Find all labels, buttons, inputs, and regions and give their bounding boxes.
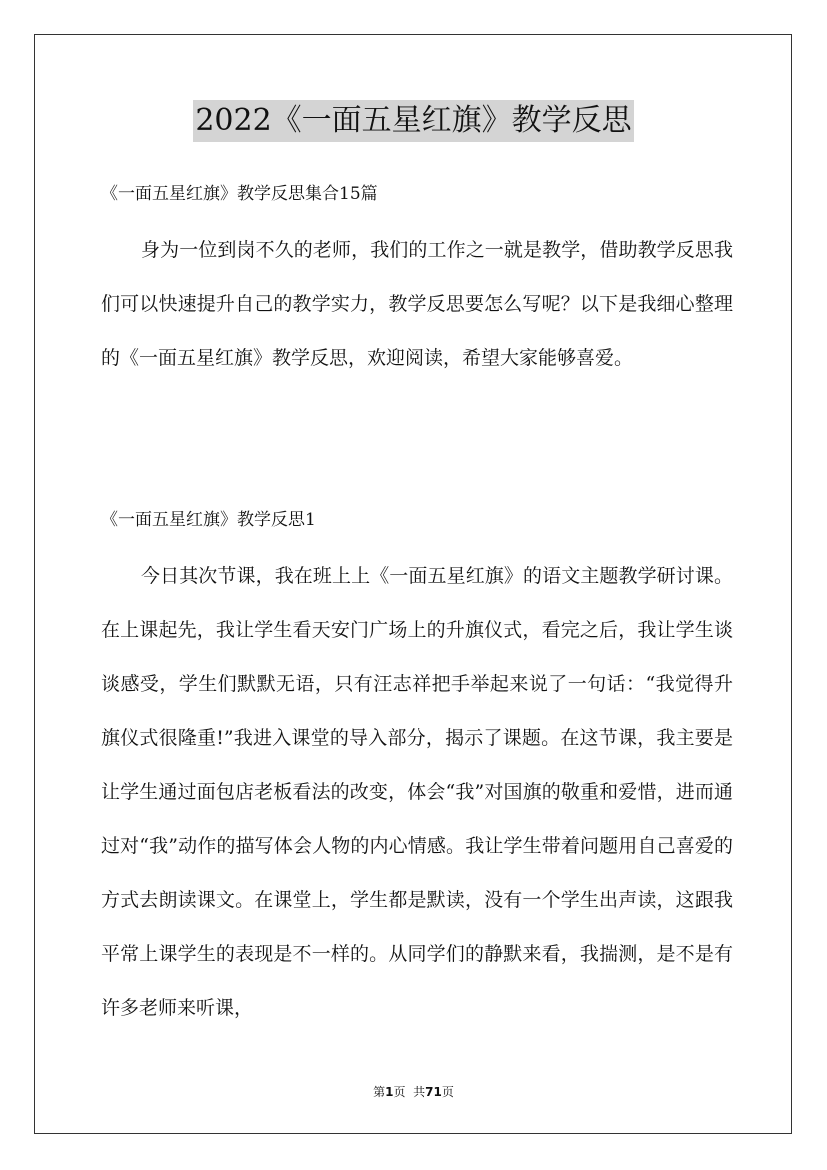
footer-page-suffix: 页 (393, 1085, 406, 1099)
document-title: 2022《一面五星红旗》教学反思 (193, 100, 633, 142)
section-heading: 《一面五星红旗》教学反思1 (101, 510, 316, 530)
section-paragraph: 今日其次节课，我在班上上《一面五星红旗》的语文主题教学研讨课。在上课起先，我让学生看天安门广场上的升旗仪式，看完之后，我让学生谈谈感受，学生们默默无语，只有汪志祥把手举起来说了一句话：“我觉得升旗仪式很隆重!”我进入课堂的导入部分，揭示了课题。在这节课，我主要是让学生通过面包店老板看法的改变，体会“我”对国旗的敬重和爱惜，进而通过对“我”动作的描写体会人物的内心情感。我让学生带着问题用自己喜爱的方式去朗读课文。在课堂上，学生都是默读，没有一个学生出声读，这跟我平常上课学生的表现是不一样的。从同学们的静默来看，我揣测，是不是有许多老师来听课， (101, 565, 733, 1019)
document-subtitle: 《一面五星红旗》教学反思集合15篇 (101, 184, 378, 204)
intro-paragraph: 身为一位到岗不久的老师，我们的工作之一就是教学，借助教学反思我们可以快速提升自己的教学实力，教学反思要怎么写呢？以下是我细心整理的《一面五星红旗》教学反思，欢迎阅读，希望大家能够喜爱。 (101, 239, 733, 369)
footer-page-prefix: 第 (373, 1085, 386, 1099)
footer-total-pages: 71 (425, 1085, 442, 1099)
title-container (0, 100, 827, 142)
page-footer (0, 1083, 827, 1101)
footer-total-prefix: 共 (413, 1085, 426, 1099)
footer-page-number: 1 (385, 1085, 394, 1099)
footer-total-suffix: 页 (441, 1085, 454, 1099)
